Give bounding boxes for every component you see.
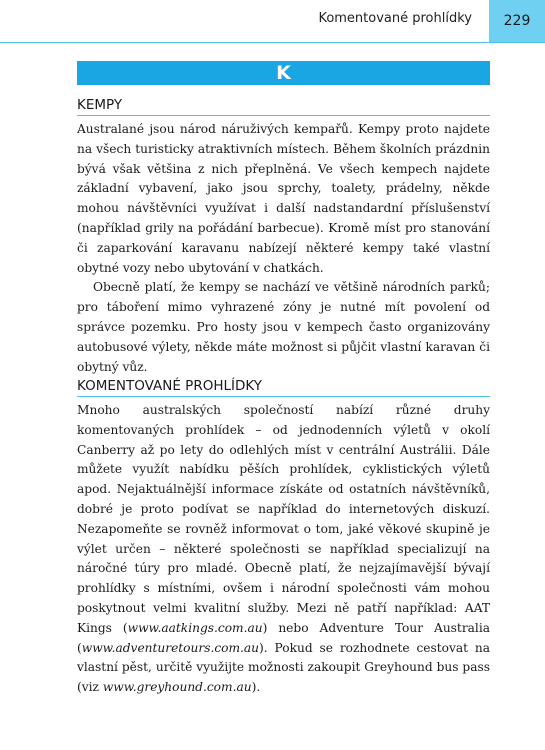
paragraph: Australané jsou národ náruživých kempařů. Kempy proto najdete na všech turisticky atraktivních místech. Během školních prázdnin bývá však většina z nich přeplněná. Ve všech kempech najdete základní vybavení, jako jsou sprchy, toalety, prádelny, někde mohou návštěvníci využívat i další nadstandardní příslušenství (například grily na pořádání barbecue). Kromě míst pro stanování či zaparkování karavanu nabízejí některé kempy také vlastní obytné vozy nebo ubytování v chatkách. [77,122,490,275]
paragraph [77,401,490,698]
section-heading-komentovane-prohlidky: KOMENTOVANÉ PROHLÍDKY [77,377,490,397]
text-run: ). [251,680,261,695]
text-run: ). Pokud se rozhodnete cestovat na vlastní pěst, určitě využijte možnosti zakoupit Greyhound bus pass (viz [77,640,490,695]
paragraph: Obecně platí, že kempy se nachází ve většině národních parků; pro táboření mimo vyhrazené zóny je nutné mít povolení od správce pozemku. Pro hosty jsou v kempech často organizovány autobusové výlety, někde máte možnost si půjčit vlastní karavan či obytný vůz. [77,280,490,374]
text-run: Mnoho australských společností nabízí různé druhy komentovaných prohlídek – od jednodenních výletů v okolí Canberry až po lety do odlehlých míst v centrální Austrálii. Dále můžete využít nabídku pěších prohlídek, cyklistických výletů apod. Nejaktuálnější informace získáte od ostatních návštěvníků, dobré je proto podívat se například do internetových diskuzí. Nezapomeňte se rovněž informovat o tom, jaké věkové skupině je výlet určen – některé společnosti se například specializují na náročné túry pro mladé. Obecně platí, že nejzajímavější bývají prohlídky s místními, ovšem i národní společnosti vám mohou poskytnout velmi kvalitní služby. Mezi ně patří například: AAT Kings ( [77,403,490,635]
header-rule [0,42,545,43]
section-heading-kempy: KEMPY [77,96,490,116]
running-title: Komentované prohlídky [318,11,472,26]
letter-label: K [276,62,291,84]
url-greyhound: www.greyhound.com.au [102,680,252,695]
section-body-komentovane-prohlidky [77,401,490,698]
url-adventuretours: www.adventuretours.com.au [81,640,260,655]
page-number-label: 229 [503,13,531,29]
text-run: ) nebo Adventure Tour Australia ( [77,620,490,655]
letter-bar [77,61,490,85]
page-number [489,0,545,42]
url-aatkings: www.aatkings.com.au [127,620,263,635]
section-body-kempy [77,120,490,377]
